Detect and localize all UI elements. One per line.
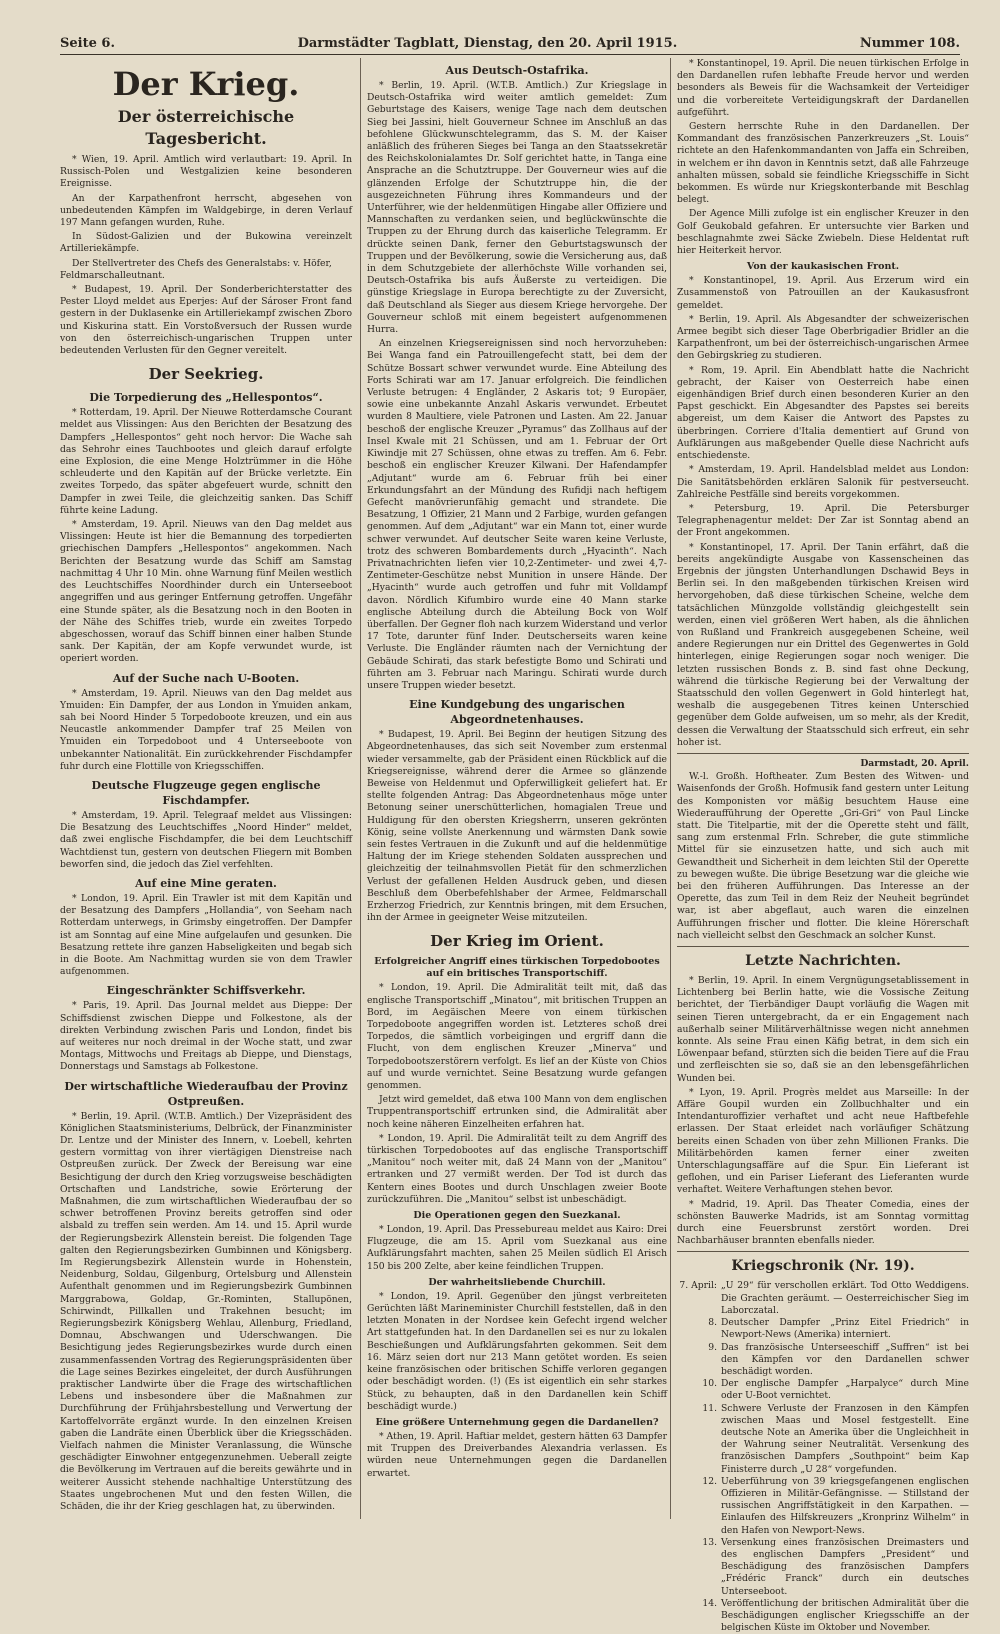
article-paragraph: * Madrid, 19. April. Das Theater Comedia, eines der schönsten Bauwerke Madrids, ist am Sonntag vormittag durch eine Feuersbrunst zerstört worden. Drei Nachbarhäuser brannten ebenfalls nieder. <box>677 1198 969 1247</box>
article-paragraph: * London, 19. April. Gegenüber den jüngst verbreiteten Gerüchten läßt Marineminister Churchill feststellen, daß in den letzten Monaten in der Nordsee kein Gefecht irgend welcher Art stattgefunden hat. In den Dardanellen sei es nur zu lokalen Beschießungen und Aufklärungsfahrten gekommen. Seit dem 16. März seien dort nur 213 Mann getötet worden. Es seien keine französischen oder britischen Schiffe verloren gegangen oder beschädigt worden. (!) (Es ist eigentlich ein sehr starkes Stück, zu behaupten, daß in den Dardanellen kein Schiff beschädigt wurde.) <box>367 1290 667 1412</box>
chronik-text: Der englische Dampfer „Harpalyce“ durch Mine oder U-Boot vernichtet. <box>721 1378 969 1402</box>
headline-mine: Auf eine Mine geraten. <box>135 876 277 890</box>
chronik-text: Versenkung eines französischen Dreimasters und des englischen Dampfers „President“ und Beschädigung des französischen Dampfers „Frédéric Franck“ durch ein deutsches Unterseeboot. <box>721 1536 969 1597</box>
chronik-date: 8. <box>708 1317 717 1329</box>
signature-line: Der Stellvertreter des Chefs des Generalstabs: v. Höfer, Feldmarschalleutnant. <box>60 257 332 281</box>
issue-number: Nummer 108. <box>859 35 960 51</box>
headline-unternehmung: Eine größere Unternehmung gegen die Dardanellen? <box>375 1416 659 1428</box>
headline-schiffsverkehr: Eingeschränkter Schiffsverkehr. <box>106 984 306 998</box>
masthead-line: Darmstädter Tagblatt, Dienstag, den 20. April 1915. <box>297 35 678 51</box>
divider <box>677 1251 969 1252</box>
headline-kaukasus: Von der kaukasischen Front. <box>746 261 900 273</box>
chronik-entry <box>677 1537 969 1598</box>
article-paragraph: * Berlin, 19. April. In einem Vergnügungsetablissement in Lichtenberg bei Berlin hatte, wie die Vossische Zeitung berichtet, der Tierbändiger Daupt vorläufig die Wagen mit seinen Tieren untergebracht, da er ein Engagement nach außerhalb seiner Militärverhältnisse wegen nicht annehmen konnte. Als seine Frau einen Käfig betrat, in dem sich ein Löwenpaar befand, stürzten sich die beiden Tiere auf die Frau und zerfleischten sie so, daß sie an den lebensgefährlichen Wunden bei. <box>677 975 969 1084</box>
chronik-entry <box>677 1280 969 1317</box>
article-paragraph: * London, 19. April. Das Pressebureau meldet aus Kairo: Drei Flugzeuge, die am 15. April vom Suezkanal aus eine Aufklärungsfahrt machten, sahen 25 Meilen südlich El Arisch 150 bis 200 Zelte, aber keine feindlichen Truppen. <box>367 1224 667 1272</box>
column-middle <box>360 58 667 1519</box>
headline-kundgebung: Eine Kundgebung des ungarischen Abgeordnetenhauses. <box>409 698 625 727</box>
column-right <box>670 58 969 1634</box>
chronik-text: Ueberführung von 39 kriegsgefangenen englischen Offizieren in Militär-Gefängnisse. — Stillstand der russischen Angriffstätigkeit in den Karpathen. — Einlaufen des Hilfskreuzers „Kronprinz Wilhelm“ in den Hafen von Newport-News. <box>721 1475 969 1536</box>
subheadline-orient: Erfolgreicher Angriff eines türkischen Torpedobootes auf ein britisches Transportschiff. <box>374 956 660 980</box>
article-paragraph: * Amsterdam, 19. April. Nieuws van den Dag meldet aus Ymuiden: Ein Dampfer, der aus London in Ymuiden ankam, sah bei Noord Hinder 5 Torpedoboote kreuzen, und ein aus Neucastle ankommender Dampfer traf 25 Meilen von Ymuiden ein Torpedoboot und 4 Unterseeboote von unbekannter Nationalität. Ein zurückkehrender Fischdampfer fuhr durch eine Flottille von Kriegsschiffen. <box>60 687 352 772</box>
chronik-text: Veröffentlichung der britischen Admiralität über die Beschädigungen englischer Kriegsschiffe an der belgischen Küste im Oktober und November. <box>721 1597 969 1634</box>
austrian-report-title: Der österreichische Tagesbericht. <box>117 107 295 148</box>
headline-kriegschronik: Kriegschronik (Nr. 19). <box>731 1258 915 1275</box>
article-paragraph: In Südost-Galizien und der Bukowina vereinzelt Artilleriekämpfe. <box>60 231 352 255</box>
headline-uboote: Auf der Suche nach U-Booten. <box>112 671 300 685</box>
article-paragraph: An der Karpathenfront herrscht, abgesehen von unbedeutenden Kämpfen im Waldgebirge, in deren Verlauf 197 Mann gefangen wurden, Ruhe. <box>60 192 352 229</box>
section-title-orient: Der Krieg im Orient. <box>430 932 604 951</box>
article-paragraph: * Athen, 19. April. Haftiar meldet, gestern hätten 63 Dampfer mit Truppen des Dreiverbandes Alexandria verlassen. Es würden neue Unternehmungen gegen die Dardanellen erwartet. <box>367 1430 667 1479</box>
article-paragraph: * Rotterdam, 19. April. Der Nieuwe Rotterdamsche Courant meldet aus Vlissingen: Aus den Berichten der Besatzung des Dampfers „Hellespontos“ geht noch hervor: Die Wache sah das Sehrohr eines Tauchbootes und gleich darauf erfolgte eine Explosion, die eine Menge Holztrümmer in die Höhe schleuderte und den Kapitän auf der Brücke verletzte. Ein zweites Torpedo, das später abgefeuert wurde, schnitt den Dampfer in zwei Teile, die gleichzeitig sanken. Das Schiff führte keine Ladung. <box>60 407 352 516</box>
article-paragraph: * Amsterdam, 19. April. Handelsblad meldet aus London: Die Sanitätsbehörden erklären Salonik für pestverseucht. Zahlreiche Pestfälle sind bereits vorgekommen. <box>677 464 969 500</box>
chronik-text: Schwere Verluste der Franzosen in den Kämpfen zwischen Maas und Mosel festgestellt. Eine deutsche Note an Amerika über die Ungleichheit in der Wahrung seiner Neutralität. Versenkung des französischen Dampfers „Southpoint“ beim Kap Finisterre durch „U 28“ vorgefunden. <box>721 1402 969 1475</box>
article-paragraph: * Konstantinopel, 19. April. Die neuen türkischen Erfolge in den Dardanellen rufen lebhafte Freude hervor und werden besonders als Beweis für die Wachsamkeit der Verteidiger und die vorbereitete Verteidigungskraft der Dardanellen aufgeführt. <box>677 58 969 118</box>
article-paragraph: * Berlin, 19. April. (W.T.B. Amtlich.) Zur Kriegslage in Deutsch-Ostafrika wird weiter amtlich gemeldet: Zum Geburtstage des Kaisers, wenige Tage nach dem deutschen Sieg bei Jassini, hielt Gouverneur Schnee im Anschluß an das befohlene Glückwunschtelegramm, das S. M. der Kaiser anläßlich des früheren Sieges bei Tanga an den Staatssekretär des Reichskolonialamtes Dr. Solf gerichtet hatte, in Tanga eine Ansprache an die Schutztruppe. Der Gouverneur wies auf die glänzenden Erfolge der Schutztruppe hin, die der ausgezeichneten Führung ihres Kommandeurs und der Unterführer, wie der heldenmütigen Hingabe aller Offiziere und Mannschaften zu verdanken seien, und beglückwünschte die Truppen zu der Ehrung durch das kaiserliche Telegramm. Er drückte seinen Dank, ferner den Geburtstagswunsch der Truppen und der Bevölkerung, sowie die Versicherung aus, daß in dem Schutzgebiete der allerhöchste Wille vorhanden sei, Deutsch-Ostafrika bis aufs Äußerste zu verteidigen. Die günstige Kriegslage in Europa berechtigte zu der Zuversicht, daß Deutschland als Sieger aus diesem Kriege hervorgehe. Der Gouverneur schloß mit einem begeistert aufgenommenen Hurra. <box>367 80 667 336</box>
headline-letzte-nachrichten: Letzte Nachrichten. <box>745 953 901 970</box>
chronik-date: 9. <box>708 1341 717 1353</box>
article-paragraph: * Paris, 19. April. Das Journal meldet aus Dieppe: Der Schiffsdienst zwischen Dieppe und Folkestone, als der direkten Verbindung zwischen Paris und London, findet bis auf weiteres nur noch dreimal in der Woche statt, und zwar Montags, Mittwochs und Freitags ab Dieppe, und Dienstags, Donnerstags und Samstags ab Folkestone. <box>60 1000 352 1073</box>
article-paragraph: Gestern herrschte Ruhe in den Dardanellen. Der Kommandant des französischen Panzerkreuzers „St. Louis“ richtete an den Hafenkommandanten von Jaffa ein Schreiben, in welchem er ihn davon in Kenntnis setzt, daß alle Fahrzeuge anhalten müssen, sobald sie feindliche Kriegsschiffe in Sicht bekommen. Es würde nur Kriegskonterbande mit Beschlag belegt. <box>677 121 969 206</box>
divider <box>677 946 969 947</box>
chronik-entry <box>677 1317 969 1341</box>
article-paragraph: * Rom, 19. April. Ein Abendblatt hatte die Nachricht gebracht, der Kaiser von Oesterreich habe einen eigenhändigen Brief durch einen besonderen Kurier an den Papst geschickt. Ein Abgesandter des Papstes sei bereits abgereist, um dem Kaiser die Antwort des Papstes zu überbringen. Corriere d'Italia dementiert auf Grund von Aufklärungen aus maßgebender Quelle diese Nachricht aufs entschiedenste. <box>677 364 969 462</box>
article-paragraph: * Amsterdam, 19. April. Nieuws van den Dag meldet aus Vlissingen: Heute ist hier die Bemannung des torpedierten griechischen Dampfers „Hellespontos“ angekommen. Nach Berichten der Besatzung wurde das Schiff am Samstag nachmittag 4 Uhr 10 Min. ohne Warnung fünf Meilen westlich des Leuchtschiffes Noordhinder durch ein Unterseeboot angegriffen und aus geringer Entfernung getroffen. Ungefähr eine Stunde später, als die Besatzung noch in den Booten in der Nähe des Schiffes trieb, wurde ein zweites Torpedo abgeschossen, worauf das Schiff binnen einer halben Stunde sank. Der Kapitän, der am Kopfe verwundet wurde, ist operiert worden. <box>60 519 352 665</box>
chronik-date: 10. <box>702 1378 717 1390</box>
page-header <box>60 32 960 55</box>
article-paragraph: * Konstantinopel, 17. April. Der Tanin erfährt, daß die bereits angekündigte Ausgabe von Kassenscheinen das Ergebnis der jüngsten Unterhandlungen Dschawid Beys in Berlin sei. In den maßgebenden türkischen Kreisen wird hervorgehoben, daß diese türkischen Scheine, welche dem tatsächlichen Münzgolde vollständig gleichgestellt sein werden, einen viel größeren Wert haben, als die ähnlichen von Rußland und Frankreich ausgegebenen Scheine, weil andere Regierungen nur ein Drittel des Gegenwertes in Gold hinterlegen, einige Regierungen sogar noch weniger. Die letzten russischen Bonds z. B. sind fast ohne Deckung, während die türkische Regierung bei der Verwaltung der Staatsschuld den vollen Gegenwert in Gold hinterlegt hat, weshalb die ausgegebenen Titres keinen Unterschied gegenüber dem Golde aufweisen, um so mehr, als der Kredit, dessen die Verwaltung der Staatsschuld sich erfreut, ein sehr hoher ist. <box>677 541 969 748</box>
article-paragraph: * London, 19. April. Die Admiralität teilt mit, daß das englische Transportschiff „Minatou“, mit britischen Truppen an Bord, im Aegäischen Meere von einem türkischen Torpedoboote angegriffen worden ist. Letzteres schoß drei Torpedos, die sämtlich vorbeigingen und ergriff dann die Flucht, von dem englischen Kreuzer „Minerva“ und Torpedobootszerstörern verfolgt. Es lief an der Küste von Chios auf und wurde vernichtet. Seine Besatzung wurde gefangen genommen. <box>367 982 667 1092</box>
chronik-text: Deutscher Dampfer „Prinz Eitel Friedrich“ in Newport-News (Amerika) interniert. <box>721 1317 969 1341</box>
article-paragraph: Jetzt wird gemeldet, daß etwa 100 Mann von dem englischen Truppentransportschiff ertrunken sind, die Admiralität aber noch keine näheren Einzelheiten erfahren hat. <box>367 1094 667 1130</box>
local-dateline: Darmstadt, 20. April. <box>860 757 969 769</box>
divider <box>677 753 969 754</box>
headline-ostpreussen: Der wirtschaftliche Wiederaufbau der Provinz Ostpreußen. <box>64 1079 348 1108</box>
article-paragraph: W.-l. Großh. Hoftheater. Zum Besten des Witwen- und Waisenfonds der Großh. Hofmusik fand gestern unter Leitung des Komponisten vor mäßig besuchtem Hause eine Wiederaufführung der Operette „Gri-Gri“ von Paul Lincke statt. Die Titelpartie, mit der die Operette steht und fällt, sang zum erstenmal Frln. Schreber, die gute stimmliche Mittel für sie einzusetzen hatte, und sich auch mit Gewandtheit und Sicherheit in dem leichten Stil der Operette zu bewegen wußte. Die übrige Besetzung war die gleiche wie bei den früheren Aufführungen. Das Interesse an der Operette, das zum Teil in dem Reiz der Neuheit begründet war, ist aber abgeflaut, auch waren die einzelnen Aufführungen frischer und flotter. Die kleine Hörerschaft nach vielleicht selbst den Geschmack an solcher Kunst. <box>677 771 969 941</box>
chronik-date: 12. <box>702 1475 717 1487</box>
page-number: Seite 6. <box>60 35 115 51</box>
column-left <box>60 58 352 1519</box>
chronik-text: Das französische Unterseeschiff „Suffren“ ist bei den Kämpfen vor den Dardanellen schwer beschädigt worden. <box>721 1341 969 1377</box>
article-paragraph: * London, 19. April. Ein Trawler ist mit dem Kapitän und der Besatzung des Dampfers „Hollandia“, von Seeham nach Rotterdam unterwegs, in Grimsby eingetroffen. Der Dampfer ist am Sonntag auf eine Mine aufgelaufen und gesunken. Die Besatzung rettete ihre ganzen Habseligkeiten und begab sich in die Boote. Am Nachmittag wurden sie von dem Trawler aufgenommen. <box>60 892 352 978</box>
article-paragraph: * Berlin, 19. April. (W.T.B. Amtlich.) Der Vizepräsident des Königlichen Staatsministeriums, Delbrück, der Finanzminister Dr. Lentze und der Minister des Innern, v. Loebell, kehrten gestern vormittag von ihrer viertägigen Dienstreise nach Ostpreußen zurück. Der Zweck der Bereisung war eine Besichtigung der durch den Krieg vorzugsweise beschädigten Ortschaften und Landstriche, sowie Erörterung der Maßnahmen, die zum wirtschaftlichen Wiederaufbau der so schwer betroffenen Provinz bereits getroffen sind oder alsbald zu treffen sein werden. Am 14. und 15. April wurde der Regierungsbezirk Allenstein bereist. Die folgenden Tage galten den Regierungsbezirken Gumbinnen und Königsberg. Im Regierungsbezirk Allenstein wurde in Hohenstein, Neidenburg, Soldau, Gilgenburg, Ortelsburg und Allenstein Aufenthalt genommen und im Regierungsbezirk Gumbinnen Marggrabowa, Goldap, Gr.-Rominten, Stallupönen, Schirwindt, Pillkallen und Trakehnen besucht; im Regierungsbezirk Königsberg Wehlau, Allenburg, Friedland, Domnau, Abschwangen und Uderschwangen. Die Besichtigung jedes Regierungsbezirkes wurde durch einen zusammenfassenden Vortrag des Regierungspräsidenten über die Lage seines Bezirkes eingeleitet, der durch Ausführungen praktischer Landwirte über die Frage des wirtschaftlichen Lebens und insbesondere über die Maßnahmen zur Durchführung der Frühjahrsbestellung und Verwertung der Kartoffelvorräte ergänzt wurde. In den einzelnen Kreisen gaben die Landräte einen Überblick über die Kriegsschäden. Vielfach nahmen die Minister Veranlassung, die Wünsche geschädigter Einwohner entgegenzunehmen. Ueberall zeigte die Bevölkerung im Vertrauen auf die bereits gewährte und in weiterer Aussicht stehende nachhaltige Unterstützung des Staates ungebrochenen Mut und den festen Willen, die Schäden, die ihr der Krieg geschlagen hat, zu überwinden. <box>60 1110 352 1513</box>
article-paragraph: * Budapest, 19. April. Bei Beginn der heutigen Sitzung des Abgeordnetenhauses, das sich seit November zum erstenmal wieder versammelte, gab der Präsident einen Rückblick auf die Kriegsereignisse, während derer die Armee so glänzende Beweise von Heldenmut und Opferwilligkeit geliefert hat. Er stellte folgenden Antrag: Das Abgeordnetenhaus möge unter Betonung seiner unerschütterlichen, homagialen Treue und Huldigung für den obersten Kriegsherrn, unseren gekrönten König, seine vollste Anerkennung und wärmsten Dank sowie sein festes Vertrauen in die Zukunft und auf die heldenmütige Haltung der im Kriege stehenden Soldaten aussprechen und gleichzeitig der teilnahmsvollen Pietät für den schmerzlichen Verlust der gefallenen Helden Ausdruck geben, und diesen Beschluß dem Oberbefehlshaber der Armee, Feldmarschall Erzherzog Friedrich, zur Kenntnis bringen, mit dem Ersuchen, ihn der Armee in geeigneter Weise mitzuteilen. <box>367 729 667 924</box>
chronik-entry <box>677 1378 969 1402</box>
article-paragraph: * Berlin, 19. April. Als Abgesandter der schweizerischen Armee begibt sich dieser Tage Oberbrigadier Bridler an die Karpathenfront, um bei der österreichisch-ungarischen Armee den Gebirgskrieg zu studieren. <box>677 313 969 362</box>
chronik-entry <box>677 1403 969 1476</box>
chronik-entry <box>677 1598 969 1634</box>
chronik-date: 11. <box>702 1402 717 1414</box>
article-paragraph: * London, 19. April. Die Admiralität teilt zu dem Angriff des türkischen Torpedobootes auf das englische Transportschiff „Manitou“ noch weiter mit, daß 24 Mann von der „Manitou“ ertranken und 27 vermißt werden. Der Tod ist durch das Kentern eines Bootes und durch Unschlagen zweier Boote zurückzuführen. Die „Manitou“ selbst ist unbeschädigt. <box>367 1132 667 1205</box>
article-paragraph: * Lyon, 19. April. Progrès meldet aus Marseille: In der Affäre Goupil wurden ein Zollbuchhalter und ein Intendanturoffizier verhaftet und acht neue Haftbefehle erlassen. Der Staat erleidet nach vorläufiger Schätzung bereits einen Schaden von über zehn Millionen Franks. Die Militärbehörden kamen ferner einer zweiten Unterschlagungsaffäre auf die Spur. Ein Lieferant ist geflohen, und ein Pariser Lieferant des Lieferanten wurde verhaftet. Weitere Verhaftungen stehen bevor. <box>677 1086 969 1196</box>
article-paragraph: * Konstantinopel, 19. April. Aus Erzerum wird ein Zusammenstoß von Patrouillen an der Kaukasusfront gemeldet. <box>677 275 969 311</box>
kriegschronik-list <box>677 1280 969 1634</box>
chronik-date: 13. <box>702 1536 717 1548</box>
headline-suezkanal: Die Operationen gegen den Suezkanal. <box>413 1210 621 1222</box>
article-paragraph: * Amsterdam, 19. April. Telegraaf meldet aus Vlissingen: Die Besatzung des Leuchtschiffes „Noord Hinder“ meldet, daß zwei englische Fischdampfer, die bei dem Leuchtschiff Wachtdienst tun, gestern von deutschen Fliegern mit Bomben beworfen sind, die jedoch das Ziel verfehlten. <box>60 809 352 870</box>
article-paragraph: * Budapest, 19. April. Der Sonderberichterstatter des Pester Lloyd meldet aus Eperjes: Auf der Sároser Front fand gestern in der Duklasenke ein Artilleriekampf zwischen Zboro und Kiskurina statt. Ein Vorstoßversuch der Russen wurde von den österreichisch-ungarischen Truppen unter bedeutenden Verlusten für den Gegner vereitelt. <box>60 284 352 357</box>
chronik-date: 14. <box>702 1597 717 1609</box>
section-title-seekrieg: Der Seekrieg. <box>148 365 264 384</box>
article-paragraph: * Wien, 19. April. Amtlich wird verlautbart: 19. April. In Russisch-Polen und Westgalizien keine besonderen Ereignisse. <box>60 154 352 190</box>
article-paragraph: An einzelnen Kriegsereignissen sind noch hervorzuheben: Bei Wanga fand ein Patrouillengefecht statt, bei dem der Schütze Bossart schwer verwundet wurde. Eine Abteilung des Forts Schirati war am 17. Januar erfolgreich. Die feindlichen Verluste betrugen: 4 Engländer, 2 Askaris tot; 9 Europäer, sowie eine unbekannte Anzahl Askaris verwundet. Erbeutet wurden 8 Maultiere, viele Patronen und Lasten. Am 22. Januar beschoß der englische Kreuzer „Pyramus“ das Zollhaus auf der Insel Kwale mit 21 Schüssen, und am 1. Februar der Ort Kiwindje mit 27 Schüssen, ohne etwas zu treffen. Am 6. Febr. beschoß ein englischer Kreuzer Kilwani. Der Hafendampfer „Adjutant“ wurde am 6. Februar früh bei einer Erkundungsfahrt an der Mündung des Rufidji nach heftigem Gefecht manövrierunfähig gemacht und strandete. Die Besatzung, 1 Offizier, 21 Mann und 2 Farbige, wurden gefangen genommen. Auf dem „Adjutant“ war ein Mann tot, einer wurde schwer verwundet. Auf deutscher Seite waren keine Verluste, trotz des schweren Bombardements durch „Hyacinth“. Nach Privatnachrichten liefen vier 10,2-Zentimeter- und zwei 4,7-Zentimeter-Geschütze nebst Munition in unsere Hände. Der „Hyacinth“ wurde auch getroffen und fuhr mit Volldampf davon. Nördlich Kifumbiro wurde eine 40 Mann starke englische Abteilung durch die Abteilung Bock von Wolf überfallen. Der Gegner floh nach kurzem Widerstand und verlor 17 Tote, darunter fünf Inder. Deutscherseits waren keine Verluste. Die Engländer räumten nach der Vernichtung der Gebäude Schirati, das stark befestigte Bomo und Schirati und führten am 3. Februar nach Maringu. Schirati wurde durch unsere Truppen wieder besetzt. <box>367 338 667 691</box>
article-paragraph: Der Agence Milli zufolge ist ein englischer Kreuzer in den Golf Geukobald gefahren. Er untersuchte vier Barken und beschlagnahmte zwei Säcke Zwiebeln. Diese Heldentat ruft hier Heiterkeit hervor. <box>677 208 969 257</box>
headline-hellespontos: Die Torpedierung des „Hellespontos“. <box>89 391 323 405</box>
headline-flugzeuge: Deutsche Flugzeuge gegen englische Fischdampfer. <box>91 778 321 807</box>
chronik-date: 7. April: <box>679 1280 717 1292</box>
chronik-text: „U 29“ für verschollen erklärt. Tod Otto Weddigens. Die Grachten geräumt. — Oesterreichischer Sieg im Laborczatal. <box>721 1280 969 1316</box>
headline-ostafrika: Aus Deutsch-Ostafrika. <box>445 64 589 77</box>
article-paragraph: * Petersburg, 19. April. Die Petersburger Telegraphenagentur meldet: Der Zar ist Sonntag abend an der Front angekommen. <box>677 502 969 539</box>
headline-churchill: Der wahrheitsliebende Churchill. <box>428 1276 606 1288</box>
chronik-entry <box>677 1476 969 1537</box>
chronik-entry <box>677 1342 969 1379</box>
section-title-krieg: Der Krieg. <box>112 65 300 103</box>
